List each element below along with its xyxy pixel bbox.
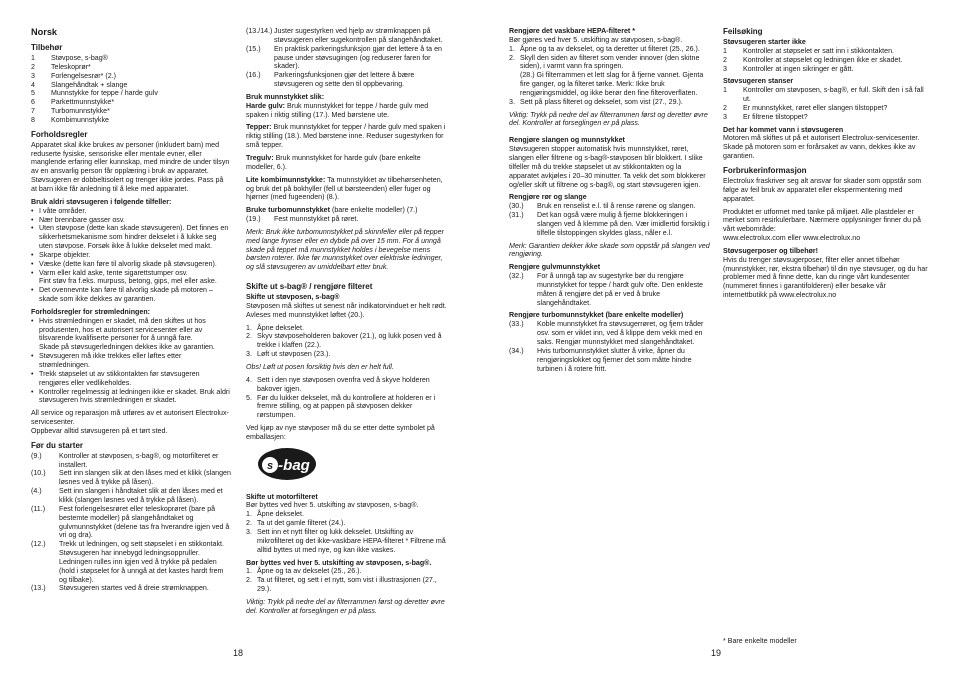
column-2: [246, 27, 451, 620]
storage-text: Oppbevar alltid støvsugeren på et tørt sted.: [31, 426, 168, 435]
item-text-line: Koble munnstykket fra støvsugerrøret, og fjern tråder osv. som er viklet inn, ved å klippe dem vekk med en saks. Rengjør munnstykket med slangehåndtaket.: [537, 320, 704, 346]
cord-list: [31, 317, 231, 405]
item-text-line: Løft ut støvposen (23.).: [257, 350, 331, 359]
item-text-line: Skyv støvposeholderen bakover (21.), og lukk posen ved å trekke i klaffen (22.).: [257, 332, 442, 350]
item-text: [274, 27, 451, 45]
carpet-body: Bruk munnstykket for tepper / harde gulv med spaken i riktig stilling (18.). Med børstene inne. Reduser sugestyrken for små tepper.: [246, 123, 446, 150]
motor-filter-text: Bør byttes ved hver 5. utskifting av støvposen, s-bag®.: [246, 501, 419, 510]
column-4: [723, 27, 929, 304]
list-item: [31, 487, 231, 505]
svg-text:-bag: -bag: [278, 456, 310, 474]
list-item: [509, 45, 713, 54]
list-item: [509, 347, 713, 374]
item-text: [59, 452, 231, 470]
item-number: 6: [31, 98, 35, 107]
list-item: [246, 332, 451, 350]
bullet-text-line: Nær brennbare gasser osv.: [39, 215, 125, 224]
bullet-text-line: Skarpe objekter.: [39, 250, 91, 259]
item-text: [743, 104, 929, 113]
turbo-clean-steps: [509, 320, 713, 373]
item-number: (10.): [31, 469, 46, 478]
bullet-text: [39, 260, 231, 269]
floor-nozzle-step: [509, 272, 713, 307]
item-text: [59, 540, 231, 584]
hose-text: Støvsugeren stopper automatisk hvis munnstykket, røret, slangen eller filtrene og s-bag®-støvposen blir blokkert. I slike tilfeller må du trekke støpselet ut av stikkontakten og la apparatet avkjøles i 20–30 minutter. Ta vekk det som blokkerer og/eller skift ut filtrene og s-bag®, og start støvsugeren igjen.: [509, 145, 706, 189]
list-item: [246, 350, 451, 359]
bullet-item: [31, 251, 231, 260]
item-text: [274, 71, 451, 89]
motor-filter-note: Viktig: Trykk på nedre del av filterrammen først og deretter øvre del. Kontroller at forseglingen er på plass.: [246, 597, 445, 615]
item-text: [51, 89, 231, 98]
list-item: [509, 54, 713, 98]
list-item: [31, 107, 231, 116]
item-text-line: Støvsugeren startes ved å dreie strømknappen.: [59, 584, 209, 593]
bullet-text-line: Skade på støvsugerledningen dekkes ikke av garantien.: [39, 343, 215, 352]
bullet-item: [31, 317, 231, 352]
item-text-line: Hvis turbomunnstykket slutter å virke, åpner du rengjøringslokket og fjerner det som måtte hindre turbinen i å rotere fritt.: [537, 346, 692, 373]
item-text-line: Det kan også være mulig å fjerne blokkeringen i slangen ved å klemme på den. Vær imidlertid forsiktig i tilfelle tilstoppingen skyldes glass, nåler e.l.: [537, 211, 710, 237]
item-text-line: Sett inn et nytt filter og lukk dekselet. Utskifting av mikrofilteret og det ikke-vaskbare HEPA-filteret * Filtrene må alltid byttes ut med nye, og kan ikke vaskes.: [257, 527, 446, 554]
item-number: 5: [31, 89, 35, 98]
list-item: [246, 567, 451, 576]
turbo-note: Merk: Bruk ikke turbomunnstykket på skinnfeller eller på tepper med lange frynser eller en dybde på over 15 mm. For å unngå skade på teppet må munnstykket holdes i bevegelse mens børsten roterer. Ikke før munnstykket over elektriske ledninger, og slå støvsugeren av umiddelbart etter bruk.: [246, 227, 444, 272]
safety-heading: Forholdsregler: [31, 129, 88, 139]
item-number: (12.): [31, 540, 46, 549]
bullet-text-line: Støvsugeren må ikke trekkes eller løftes etter strømledningen.: [39, 352, 182, 369]
item-number: (34.): [509, 346, 524, 355]
consumer-text-1: Electrolux fraskriver seg alt ansvar for skader som oppstår som følge av feil bruk av apparatet eller ekspermentering med apparatet.: [723, 176, 922, 203]
safety-text: Apparatet skal ikke brukes av personer (inkludert barn) med reduserte fysiske, sensoriske eller mentale evner, eller manglende erfaring eller kunnskap, med mindre de under tilsyn av en ansvarlig person får opplæring i bruk av apparatet. Støvsugeren er dobbeltisolert og trenger ikke jordes. Pass på at barn ikke får anledning til å leke med apparatet.: [31, 140, 230, 193]
bullet-text-line: Uten støvpose (dette kan skade støvsugeren). Det finnes en sikkerhetsmekanisme som hindrer dekselet i å lukke seg uten støvpose. Forsøk ikke å lukke dekselet med makt.: [39, 224, 229, 251]
list-item: [509, 202, 713, 211]
item-text-line: Åpne og ta av dekselet, og ta deretter ut filteret (25., 26.).: [520, 44, 700, 53]
item-number: 4.: [246, 375, 252, 384]
item-number: 3.: [246, 527, 252, 536]
combi-label: Lite kombimunnstykke:: [246, 175, 326, 184]
item-number: 4: [31, 80, 35, 89]
item-number: 1.: [246, 323, 252, 332]
item-text: [59, 469, 231, 487]
item-number: 5.: [246, 393, 252, 402]
stops-steps: [723, 86, 929, 121]
item-text-line: Skyll den siden av filteret som vender innover (den skitne siden), i varmt vann fra springen.: [520, 53, 700, 71]
change-bag-subheading: Skifte ut støvposen, s-bag®: [246, 293, 340, 302]
list-item: [246, 510, 451, 519]
item-text: [743, 65, 929, 74]
bullet-text: [39, 251, 231, 260]
item-text-line: Munnstykke for teppe / harde gulv: [51, 89, 158, 98]
list-item: [246, 324, 451, 333]
item-text: [520, 98, 713, 107]
item-number: 3: [31, 71, 35, 80]
bullet-text-line: Trekk støpselet ut av stikkontakten før støvsugeren rengjøres eller vedlikeholdes.: [39, 369, 200, 387]
item-text: [257, 350, 451, 359]
bullet-icon: •: [31, 206, 34, 215]
item-text-line: Åpne dekselet.: [257, 510, 304, 519]
bullet-item: [31, 224, 231, 251]
item-text-line: Er munnstykket, røret eller slangen tilstoppet?: [743, 103, 888, 112]
list-item: [246, 519, 451, 528]
item-text: [51, 81, 231, 90]
turbo-body: (bare enkelte modeller) (7.): [331, 206, 418, 215]
bullet-text-line: Fint støv fra f.eks. murpuss, betong, gips, mel eller aske.: [39, 277, 217, 286]
turbo-clean-heading: Rengjøre turbomunnstykket (bare enkelte modeller): [509, 311, 684, 320]
bullet-icon: •: [31, 268, 34, 277]
item-text-line: (28.) Gi filterrammen et lett slag for å fjerne vannet. Gjenta fire ganger, og la filteret tørke. Merk: Ikke bruk rengjøringsmiddel, og ikke berør den fine filteroverflaten.: [520, 71, 704, 97]
item-text-line: Sett på plass filteret og dekselet, som vist (27., 29.).: [520, 97, 683, 106]
step-text: Fest munnstykket på røret.: [274, 215, 359, 224]
item-text: [537, 320, 713, 347]
motor-filter-steps: [246, 510, 451, 554]
item-number: 2: [31, 62, 35, 71]
item-text: [274, 45, 451, 72]
bullet-text-line: Hvis strømledningen er skadet, må den skiftes ut hos produsenten, hos et autorisert servicesenter eller av tilsvarende kvalifiserte personer for å unngå fare.: [39, 316, 206, 343]
item-text-line: Trekk ut ledningen, og sett støpselet i en stikkontakt. Støvsugeren har innebygd ledningsoppruller. Ledningen rulles inn igjen ved å trykke på pedalen (hold i støpselet for å unngå at det kastes hardt frem og tilbake).: [59, 540, 224, 584]
item-text: [537, 347, 713, 374]
s-bag-logo: [256, 446, 451, 485]
item-number: 1.: [509, 44, 515, 53]
item-text-line: Kombimunnstykke: [51, 115, 109, 124]
cord-heading: Forholdsregler for strømledningen:: [31, 307, 151, 316]
never-use-list: [31, 207, 231, 304]
item-number: 1: [31, 54, 35, 62]
item-number: 2.: [246, 576, 252, 585]
motor-filter-heading-2: Bør byttes ved hver 5. utskifting av støvposen, s-bag®.: [246, 558, 432, 567]
list-item: [246, 376, 451, 394]
item-text: [257, 394, 451, 421]
list-item: [509, 211, 713, 238]
page-number-right: 19: [711, 648, 722, 658]
item-text: [51, 72, 231, 81]
item-number: (31.): [509, 211, 524, 220]
list-item: [246, 576, 451, 594]
item-text-line: Slangehåndtak + slange: [51, 80, 128, 89]
item-text: [59, 487, 231, 505]
item-text: [520, 54, 713, 98]
item-text-line: Åpne og ta av dekselet (25., 26.).: [257, 567, 362, 576]
stops-heading: Støvsugeren stanser: [723, 77, 794, 86]
list-item: [723, 86, 929, 104]
item-text: [51, 116, 231, 125]
bullet-item: [31, 286, 231, 304]
item-text-line: En praktisk parkeringsfunksjon gjør det lettere å ta en pause under støvsugingen (og reduserer faren for skader).: [274, 44, 442, 71]
item-number: (11.): [31, 504, 46, 513]
column-3: [509, 27, 713, 377]
list-item: [246, 45, 451, 72]
item-text-line: Kontroller at støpselet og ledningen ikke er skadet.: [743, 55, 903, 64]
before-start-steps: [31, 452, 231, 594]
item-text: [520, 45, 713, 54]
list-item: [31, 505, 231, 540]
bullet-icon: •: [31, 316, 34, 325]
item-number: 1: [723, 86, 727, 95]
turbo-step: [246, 215, 451, 224]
item-number: 1.: [246, 510, 252, 519]
item-text-line: Ta ut filteret, og sett i et nytt, som vist i illustrasjonen (27., 29.).: [257, 576, 437, 594]
item-number: 8: [31, 115, 35, 124]
accessories-list: [31, 54, 231, 125]
list-item: [31, 98, 231, 107]
change-bag-heading: Skifte ut s-bag® / rengjøre filteret: [246, 282, 373, 292]
list-item: [31, 469, 231, 487]
list-item: [723, 113, 929, 122]
item-number: (16.): [246, 71, 261, 80]
carpet-label: Tepper:: [246, 123, 272, 132]
item-text-line: Parkeringsfunksjonen gjør det lettere å bære støvsugeren og sette den til oppbevaring.: [274, 71, 415, 89]
bullet-text: [39, 370, 231, 388]
turbo-label: Bruke turbomunnstykket: [246, 206, 330, 215]
list-item: [246, 27, 451, 45]
carpet-text: [246, 123, 451, 150]
item-number: 1.: [246, 567, 252, 576]
item-number: 2.: [509, 53, 515, 62]
bullet-text-line: Det ovennevnte kan føre til alvorlig skade på motoren – skade som ikke dekkes av garantien.: [39, 286, 213, 304]
item-text: [257, 576, 451, 594]
pipe-note: Merk: Garantien dekker ikke skade som oppstår på slangen ved rengjøring.: [509, 241, 710, 259]
item-text: [257, 567, 451, 576]
item-number: (33.): [509, 320, 524, 329]
hard-floor-label: Harde gulv:: [246, 101, 286, 110]
bullet-text-line: Varm eller kald aske, tente sigarettstumper osv.: [39, 268, 188, 277]
item-text: [537, 202, 713, 211]
hose-heading: Rengjøre slangen og munnstykket: [509, 136, 625, 145]
item-text: [257, 332, 451, 350]
list-item: [509, 98, 713, 107]
list-item: [246, 394, 451, 421]
floor-nozzle-heading: Rengjøre gulvmunnstykket: [509, 263, 601, 272]
list-item: [31, 452, 231, 470]
item-text: [257, 528, 451, 555]
bullet-text: [39, 352, 231, 370]
water-text: Motoren må skiftes ut på et autorisert Electrolux-servicesenter. Skade på motoren som er forårsaket av vann, dekkes ikke av garantien.: [723, 134, 920, 161]
troubleshooting-heading: Feilsøking: [723, 27, 763, 36]
bullet-text: [39, 286, 231, 304]
item-text-line: Kontroller at støpselet er satt inn i stikkontakten.: [743, 46, 895, 55]
list-item: [246, 71, 451, 89]
bullet-icon: •: [31, 250, 34, 259]
bullet-text: [39, 269, 231, 287]
hepa-text: Bør gjøres ved hver 5. utskifting av støvposen, s-bag®.: [509, 35, 683, 44]
pipe-steps: [509, 202, 713, 237]
list-item: [31, 540, 231, 584]
step-text: For å unngå tap av sugestyrke bør du rengjøre munnstykket for teppe / hardt gulv ofte. Den enkleste måten å rengjøre det på er ved å bruke slangehåndtaket.: [537, 272, 704, 307]
item-number: 2: [723, 103, 727, 112]
bullet-item: [31, 207, 231, 216]
bullet-text-line: Væske (dette kan føre til alvorlig skade på støvsugeren).: [39, 259, 217, 268]
power-steps: [246, 27, 451, 89]
wood-text: [246, 154, 451, 172]
bullet-item: [31, 352, 231, 370]
bullet-text: [39, 317, 231, 352]
combi-text: [246, 176, 451, 203]
item-number: (4.): [31, 487, 42, 496]
accessories-heading: Tilbehør: [31, 43, 63, 52]
item-number: 3.: [246, 350, 252, 359]
bullet-item: [31, 370, 231, 388]
list-item: [723, 104, 929, 113]
item-number: 3: [723, 112, 727, 121]
language-title: Norsk: [31, 27, 58, 37]
bullet-item: [31, 216, 231, 225]
item-number: (13./14.): [246, 27, 273, 35]
item-number: 2: [723, 55, 727, 64]
item-text-line: Ta ut det gamle filteret (24.).: [257, 519, 346, 528]
bullet-text-line: Kontroller regelmessig at ledningen ikke er skadet. Bruk aldri støvsugeren hvis strømledningen er skadet.: [39, 387, 230, 405]
item-text: [257, 510, 451, 519]
never-use-heading: Bruk aldri støvsugeren i følgende tilfeller:: [31, 197, 172, 206]
nozzles-heading: Bruk munnstykket slik:: [246, 92, 325, 101]
list-item: [509, 320, 713, 347]
bullet-icon: •: [31, 369, 34, 378]
item-text: [51, 54, 231, 63]
page-number-left: 18: [233, 648, 244, 658]
bullet-item: [31, 260, 231, 269]
item-number: 2.: [246, 332, 252, 341]
no-start-steps: [723, 47, 929, 74]
change-bag-text: Støvposen må skiftes ut senest når indikatorvinduet er helt rødt. Avleses med munnstykket løftet (20.).: [246, 301, 447, 319]
hepa-steps: [509, 45, 713, 107]
hepa-heading: Rengjøre det vaskbare HEPA-filteret *: [509, 27, 636, 35]
item-text: [59, 505, 231, 540]
buy-bags-text: Ved kjøp av nye støvposer må du se etter dette symbolet på emballasjen:: [246, 424, 435, 441]
no-start-heading: Støvsugeren starter ikke: [723, 38, 806, 46]
item-text-line: Kontroller at støvposen, s-bag®, og motorfilteret er installert.: [59, 451, 219, 469]
before-start-heading: Før du starter: [31, 440, 84, 450]
bullet-item: [31, 269, 231, 287]
item-text-line: Sett inn slangen i håndtaket slik at den låses med et klikk (slangen løsnes ved å trykke på låsen).: [59, 487, 223, 504]
bullet-item: [31, 388, 231, 406]
bullet-icon: •: [31, 215, 34, 224]
item-text: [743, 56, 929, 65]
footnote: * Bare enkelte modeller: [723, 637, 797, 645]
list-item: [31, 584, 231, 593]
item-text-line: Støvpose, s-bag®: [51, 54, 108, 62]
item-text: [257, 324, 451, 333]
item-text: [51, 107, 231, 116]
item-text: [51, 98, 231, 107]
item-text-line: Før du lukker dekselet, må du kontrollere at holderen er i fremre stilling, og at pappen på støvposen dekker rørstumpen.: [257, 393, 436, 420]
item-number: 3.: [509, 97, 515, 106]
item-number: (30.): [509, 202, 524, 211]
bags-text: Hvis du trenger støvsugerposer, filter eller annet tilbehør (munnstykker, rør, ekstra tilbehør) til din nye støvsuger, og du har problemer med å finne dette, kan du ringe vårt kundesenter (nummeret finnes i garantifolderen) eller besøke vår internettbutikk på www.electrolux.no: [723, 255, 928, 300]
consumer-heading: Forbrukerinformasjon: [723, 165, 807, 175]
item-number: (9.): [31, 451, 42, 460]
item-text-line: Åpne dekselet.: [257, 323, 304, 332]
list-item: [31, 63, 231, 72]
step-number: (32.): [509, 272, 524, 281]
combi-body: Ta munnstykket av tilbehørsenheten, og bruk det på bokhyller (fell ut børsteenden) eller fuger og hjørner (med fugeenden) (8.).: [246, 175, 443, 202]
item-text-line: Turbomunnstykke*: [51, 107, 110, 116]
pipe-heading: Rengjøre rør og slange: [509, 193, 587, 202]
list-item: [31, 54, 231, 63]
item-text: [257, 519, 451, 528]
item-number: (15.): [246, 44, 261, 53]
bags-heading: Støvsugerposer og tilbehør!: [723, 246, 818, 255]
change-bag-steps-2: [246, 376, 451, 420]
bullet-icon: •: [31, 352, 34, 361]
list-item: [31, 72, 231, 81]
motor-filter-steps-2: [246, 567, 451, 594]
item-text: [743, 86, 929, 104]
bullet-text: [39, 224, 231, 251]
hard-floor-text: [246, 102, 451, 120]
bullet-text: [39, 216, 231, 225]
item-number: 2.: [246, 519, 252, 528]
hard-floor-body: Bruk munnstykket for teppe / harde gulv med spaken i riktig stilling (17.). Med børstene ute.: [246, 101, 429, 119]
item-text: [59, 584, 231, 593]
list-item: [723, 56, 929, 65]
item-text-line: Parkettmunnstykke*: [51, 98, 115, 107]
item-text-line: Forlengelsesrør* (2.): [51, 71, 117, 80]
bullet-text-line: I våte områder.: [39, 206, 87, 215]
list-item: [723, 65, 929, 74]
item-number: 1: [723, 46, 727, 55]
turbo-use-text: [246, 206, 451, 215]
item-text: [743, 47, 929, 56]
list-item: [31, 81, 231, 90]
consumer-web: www.electrolux.com eller www.electrolux.no: [723, 234, 861, 243]
list-item: [31, 116, 231, 125]
hepa-note: Viktig: Trykk på nedre del av filterrammen først og deretter øvre del. Kontroller at forseglingen er på plass.: [509, 110, 708, 128]
item-number: (13.): [31, 584, 46, 593]
item-text-line: Sett inn slangen slik at den låses med et klikk (slangen løsnes ved å trykke på låsen).: [59, 469, 231, 487]
item-text: [743, 113, 929, 122]
item-number: 3: [723, 64, 727, 73]
item-text: [537, 211, 713, 238]
bullet-icon: •: [31, 387, 34, 396]
bullet-text: [39, 207, 231, 216]
item-number: 7: [31, 107, 35, 116]
svg-text:s: s: [266, 459, 274, 472]
bullet-text: [39, 388, 231, 406]
list-item: [246, 528, 451, 555]
column-1: [31, 27, 231, 597]
wood-body: Bruk munnstykket for harde gulv (bare enkelte modeller, 6.).: [246, 153, 421, 171]
service-text: All service og reparasjon må utføres av et autorisert Electrolux-servicesenter.: [31, 409, 229, 427]
item-text-line: Teleskoprør*: [51, 62, 91, 71]
bullet-icon: •: [31, 259, 34, 268]
bullet-icon: •: [31, 286, 34, 295]
svg-text:®: ®: [312, 452, 316, 459]
water-heading: Det har kommet vann i støvsugeren: [723, 125, 844, 134]
item-text-line: Er filtrene tilstoppet?: [743, 112, 808, 121]
wood-label: Tregulv:: [246, 153, 274, 162]
item-text-line: Fest forlengelsesrøret eller teleskoprøret (bare på bestemte modeller) på slangehåndtaket og gulvmunnstykket (delene tas fra hverandre igjen ved å vri og dra).: [59, 504, 230, 540]
change-bag-note: Obs! Løft ut posen forsiktig hvis den er helt full.: [246, 363, 394, 371]
list-item: [723, 47, 929, 56]
consumer-text-2: Produktet er utformet med tanke på miljøet. Alle plastdeler er merket som resirkulerbare. Nærmere opplysninger finner du på vårt webområde:: [723, 207, 921, 234]
item-text: [51, 63, 231, 72]
item-text-line: Bruk en renselist e.l. til å rense rørene og slangen.: [537, 202, 696, 211]
item-text: [257, 376, 451, 394]
step-number: (19.): [246, 215, 261, 224]
item-text-line: Juster sugestyrken ved hjelp av strømknappen på støvsugeren eller sugekontrollen på slangehåndtaket.: [274, 27, 443, 44]
change-bag-steps: [246, 324, 451, 359]
item-text-line: Kontroller at ingen sikringer er gått.: [743, 64, 854, 73]
bullet-icon: •: [31, 224, 34, 233]
item-text-line: Kontroller om støvposen, s-bag®, er full. Skift den i så fall ut.: [743, 86, 924, 104]
motor-filter-heading: Skifte ut motorfilteret: [246, 492, 318, 501]
item-text-line: Sett i den nye støvposen ovenfra ved å skyve holderen bakover igjen.: [257, 375, 430, 393]
list-item: [31, 89, 231, 98]
